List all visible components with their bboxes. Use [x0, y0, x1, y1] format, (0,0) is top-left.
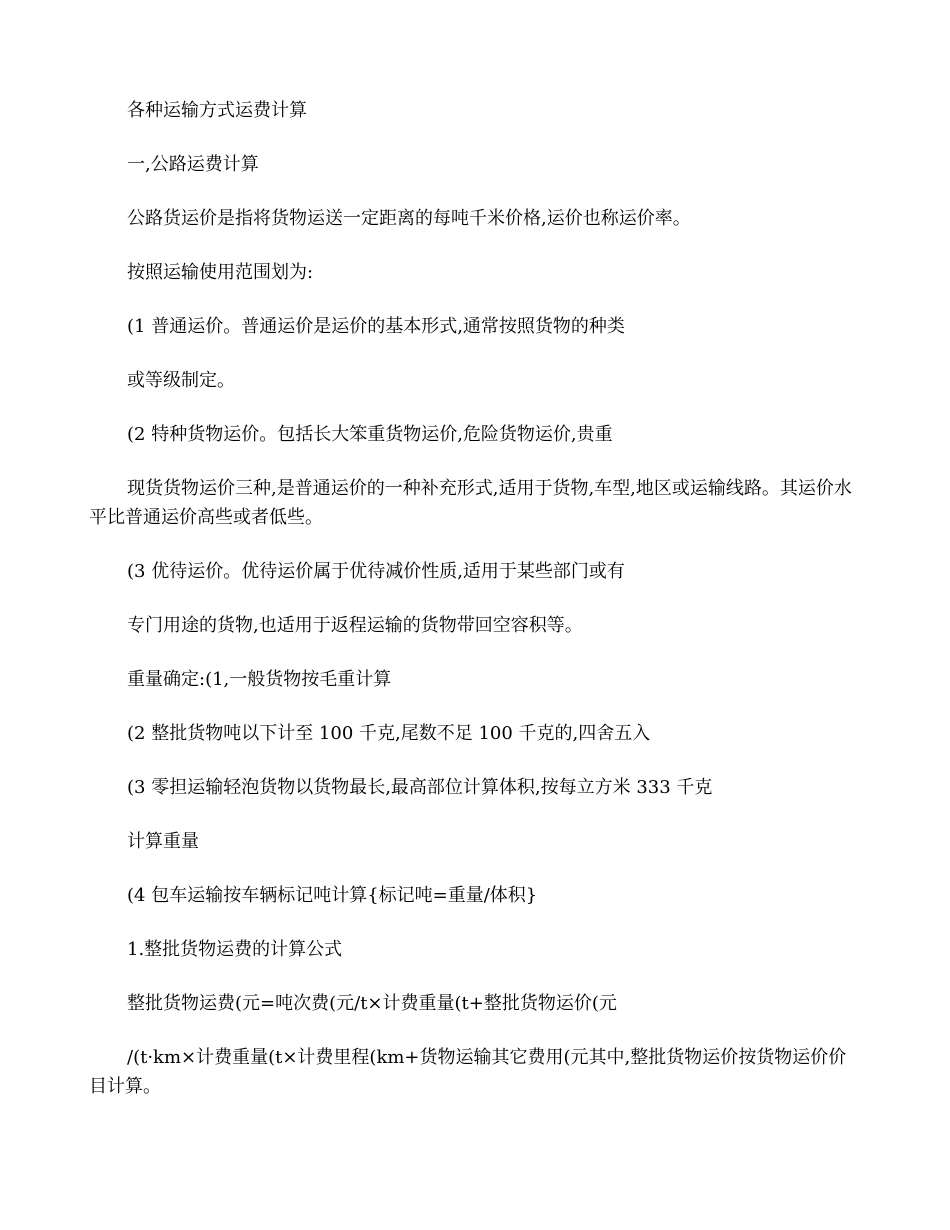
paragraph: 专门用途的货物,也适用于返程运输的货物带回空容积等。	[127, 615, 583, 636]
paragraph: (3 优待运价。优待运价属于优待减价性质,适用于某些部门或有	[127, 561, 625, 582]
paragraph: 按照运输使用范围划为:	[127, 262, 314, 283]
paragraph: (1 普通运价。普通运价是运价的基本形式,通常按照货物的种类	[127, 316, 625, 337]
paragraph: 或等级制定。	[127, 370, 235, 391]
paragraph: (4 包车运输按车辆标记吨计算{标记吨=重量/体积}	[127, 885, 538, 906]
subsection-heading: 1.整批货物运费的计算公式	[127, 939, 343, 960]
formula-line: 整批货物运费(元=吨次费(元/t×计费重量(t+整批货物运价(元	[127, 993, 617, 1014]
paragraph: (2 整批货物吨以下计至 100 千克,尾数不足 100 千克的,四舍五入	[127, 723, 651, 744]
document-title: 各种运输方式运费计算	[127, 100, 307, 121]
paragraph: 重量确定:(1,一般货物按毛重计算	[127, 669, 392, 690]
section-heading: 一,公路运费计算	[127, 154, 259, 175]
paragraph: 现货货物运价三种,是普通运价的一种补充形式,适用于货物,车型,地区或运输线路。其运价水平比普通运价高些或者低些。	[89, 478, 852, 528]
paragraph: 计算重量	[127, 831, 199, 852]
paragraph: (3 零担运输轻泡货物以货物最长,最高部位计算体积,按每立方米 333 千克	[127, 777, 713, 798]
document-body	[89, 96, 860, 1126]
formula-line: /(t·km×计费重量(t×计费里程(km+货物运输其它费用(元其中,整批货物运价按货物运价价目计算。	[89, 1047, 847, 1097]
paragraph: 公路货运价是指将货物运送一定距离的每吨千米价格,运价也称运价率。	[127, 208, 691, 229]
paragraph: (2 特种货物运价。包括长大笨重货物运价,危险货物运价,贵重	[127, 424, 613, 445]
